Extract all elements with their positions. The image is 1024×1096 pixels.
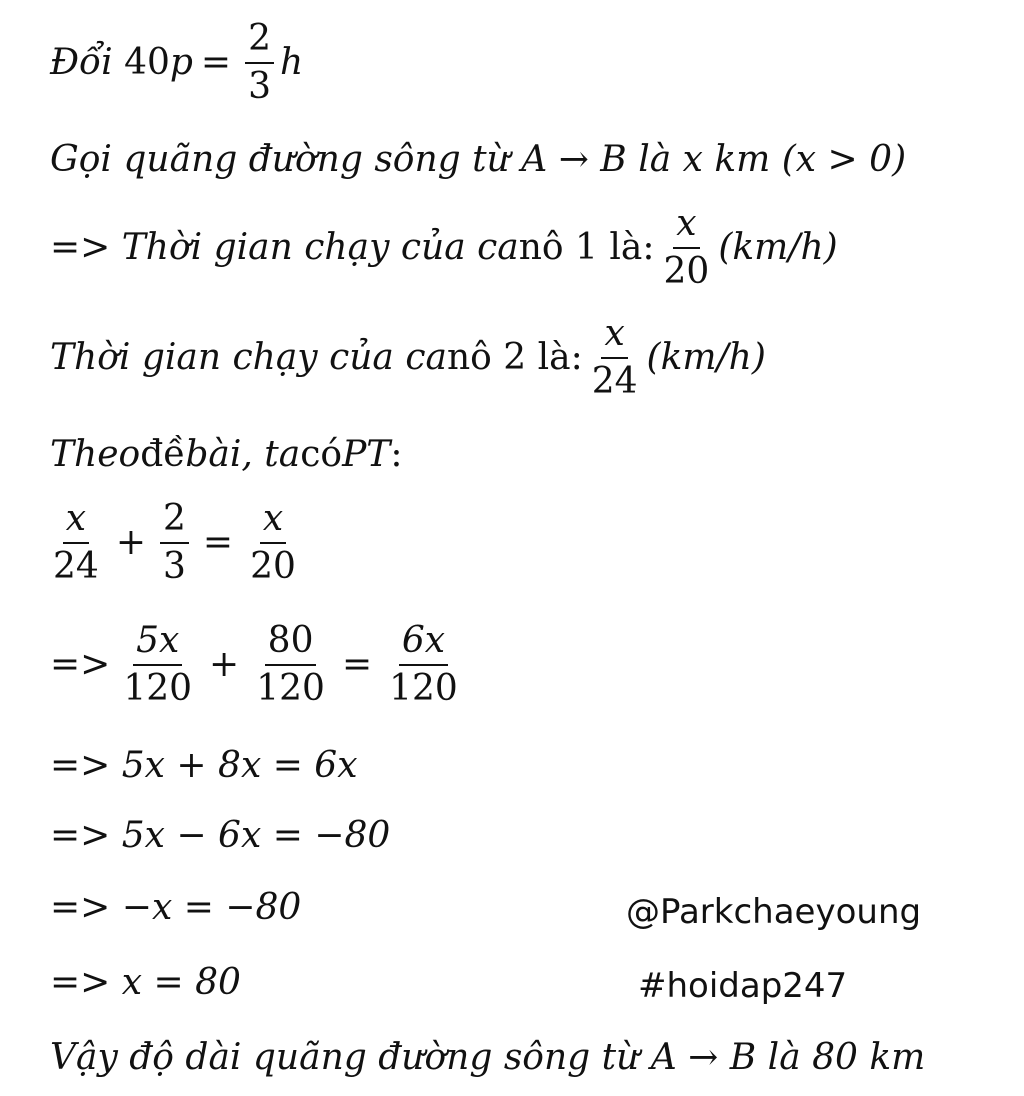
text: Đổi (50, 41, 113, 83)
text: => (50, 815, 111, 856)
line-time-boat-1 (50, 205, 838, 291)
text: Thời gian chạy của ca (121, 226, 519, 268)
fraction (661, 205, 713, 291)
text: Theo (50, 434, 141, 475)
fraction (253, 622, 328, 708)
text: 40 (124, 41, 170, 83)
numerator: x (63, 500, 89, 544)
text: Thời gian chạy của ca (50, 336, 447, 378)
fraction (50, 500, 102, 586)
denominator: 24 (53, 545, 99, 587)
text: 5x − 6x = −80 (121, 815, 391, 856)
denominator: 24 (591, 360, 638, 402)
denominator: 120 (123, 667, 193, 709)
text: Vậy độ dài quãng đường sông từ A → B là 80 km (50, 1037, 926, 1078)
numerator: x (260, 500, 286, 544)
line-step-1 (50, 745, 358, 786)
line-conclusion (50, 1037, 926, 1078)
fraction (160, 500, 189, 586)
numerator: x (601, 315, 627, 359)
denominator: 120 (389, 667, 458, 709)
fraction (386, 622, 461, 708)
text: p (169, 41, 193, 83)
plus-sign: + (115, 521, 146, 563)
text: −x = −80 (121, 887, 302, 928)
numerator: x (673, 205, 699, 249)
line-convert-time (50, 20, 303, 106)
line-equation (44, 500, 305, 586)
text: => (50, 226, 111, 268)
text: => (50, 745, 111, 786)
text: : (390, 434, 403, 475)
text: (km/h) (646, 336, 766, 378)
line-step-2 (50, 815, 391, 856)
author-watermark: @Parkchaeyoung (626, 892, 922, 932)
denominator: 120 (256, 667, 325, 709)
fraction (247, 500, 299, 586)
denominator: 3 (162, 545, 186, 587)
text: nô 1 là: (518, 226, 655, 268)
text: PT (342, 434, 391, 475)
numerator: 2 (160, 500, 189, 544)
line-step-3 (50, 887, 302, 928)
plus-sign: + (209, 643, 240, 685)
line-define-variable (50, 139, 907, 180)
fraction (589, 315, 641, 401)
numerator: 5x (133, 622, 182, 666)
text: => (50, 962, 111, 1003)
text: (km/h) (718, 226, 838, 268)
equals-sign: = (341, 643, 373, 685)
text: có (300, 434, 343, 475)
text: => (50, 643, 111, 685)
fraction (245, 20, 274, 106)
fraction (120, 622, 195, 708)
text: bài, ta (185, 434, 301, 475)
numerator: 6x (399, 622, 448, 666)
text: h (280, 41, 304, 83)
equals-sign: = (200, 41, 232, 83)
denominator: 20 (663, 250, 710, 292)
text: => (50, 887, 111, 928)
line-equation-intro (50, 434, 403, 475)
line-step-4 (50, 962, 241, 1003)
text: x = 80 (121, 962, 241, 1003)
text: 5x + 8x = 6x (121, 745, 358, 786)
denominator: 3 (248, 65, 271, 107)
denominator: 20 (250, 545, 296, 587)
line-common-denominator (50, 622, 467, 708)
text: nô 2 là: (446, 336, 583, 378)
numerator: 80 (265, 622, 317, 666)
numerator: 2 (245, 20, 274, 64)
text: Gọi quãng đường sông từ A → B là x km (x > 0) (50, 139, 907, 180)
site-watermark: #hoidap247 (638, 966, 848, 1006)
line-time-boat-2 (50, 315, 766, 401)
equals-sign: = (202, 521, 234, 563)
text: đề (140, 434, 186, 475)
